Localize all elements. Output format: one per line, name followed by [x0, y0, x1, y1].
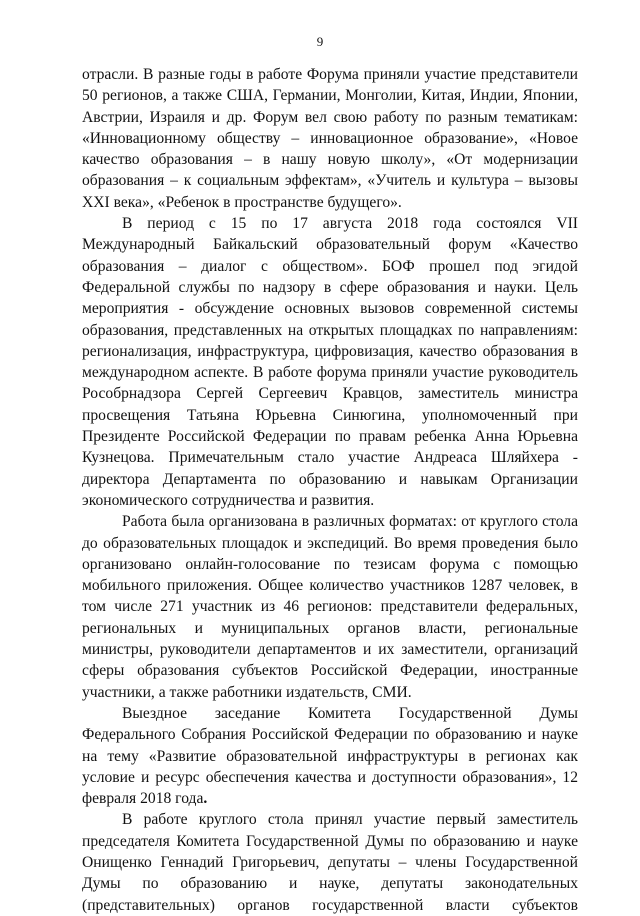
page-number: 9 — [316, 34, 324, 49]
paragraph-duma-session-period: . — [203, 790, 208, 808]
document-body — [82, 64, 578, 916]
paragraph-duma-session — [82, 703, 578, 809]
paragraph-baikal-forum: В период с 15 по 17 августа 2018 года состоялся VII Международный Байкальский образовательный форум «Качество образования – диалог с обществом». БОФ прошел под эгидой Федеральной службы по надзору в сфере образования и науки. Цель мероприятия - обсуждение основных вызовов современной системы образования, представленных на открытых площадках по направлениям: регионализация, инфраструктура, цифровизация, качество образования в международном аспекте. В работе форума приняли участие руководитель Рособрнадзора Сергей Сергеевич Кравцов, заместитель министра просвещения Татьяна Юрьевна Синюгина, уполномоченный при Президенте Российской Федерации по правам ребенка Анна Юрьевна Кузнецова. Примечательным стало участие Андреаса Шляйхера - директора Департамента по образованию и навыкам Организации экономического сотрудничества и развития. — [82, 215, 578, 509]
paragraph-forum-organization: Работа была организована в различных форматах: от круглого стола до образовательных площадок и экспедиций. Во время проведения было организовано онлайн-голосование по тезисам форума с помощью мобильного приложения. Общее количество участников 1287 человек, в том числе 271 участник из 46 регионов: представители федеральных, региональных и муниципальных органов власти, региональные министры, руководители департаментов и их заместители, организаций сферы образования субъектов Российской Федерации, иностранные участники, а также работники издательств, СМИ. — [82, 513, 578, 701]
paragraph-duma-session-text: Выездное заседание Комитета Государственной Думы Федерального Собрания Российской Федерации по образованию и науке на тему «Развитие образовательной инфраструктуры в регионах как условие и ресурс обеспечения качества и доступности образования», 12 февраля 2018 года — [82, 704, 578, 808]
paragraph-continuation: отрасли. В разные годы в работе Форума приняли участие представители 50 регионов, а также США, Германии, Монголии, Китая, Индии, Японии, Австрии, Израиля и др. Форум вел свою работу по разным тематикам: «Инновационному обществу – инновационное образование», «Новое качество образования – в нашу новую школу», «От модернизации образования – к социальным эффектам», «Учитель и культура – вызовы XXI века», «Ребенок в пространстве будущего». — [82, 66, 578, 211]
paragraph-round-table: В работе круглого стола принял участие первый заместитель председателя Комитета Государственной Думы по образованию и науке Онищенко Геннадий Григорьевич, депутаты – члены Государственной Думы по образованию и науке, депутаты законодательных (представительных) органов государственной власти субъектов — [82, 811, 578, 914]
